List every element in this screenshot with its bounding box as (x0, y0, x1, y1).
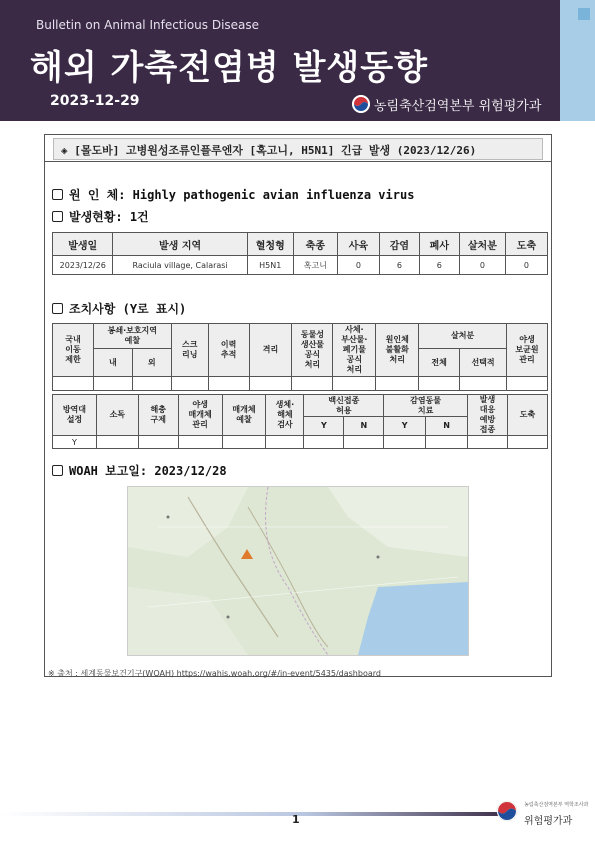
page-number: 1 (292, 813, 300, 826)
table-cell: 2023/12/26 (53, 256, 113, 275)
table-cell: 0 (505, 256, 547, 275)
table-cell (138, 436, 178, 449)
table-header-row (53, 324, 548, 349)
measures-text: 조치사항 (Y로 표시) (69, 302, 187, 316)
outbreak-map (127, 486, 469, 656)
col-header: 봉쇄·보호지역 예찰 (93, 324, 171, 349)
table-cell (507, 436, 547, 449)
source-note: ※ 출처 : 세계동물보건기구(WOAH) https://wahis.woah.org/#/in-event/5435/dashboard (48, 669, 381, 678)
measures-section (52, 300, 186, 317)
table-cell (53, 377, 94, 391)
outbreak-table (52, 232, 548, 275)
status-text: 발생현황: 1건 (69, 210, 149, 224)
measures-table-2 (52, 394, 548, 449)
table-cell (426, 436, 468, 449)
table-cell (344, 436, 384, 449)
table-cell (132, 377, 171, 391)
checkbox-icon (52, 465, 63, 476)
col-header: 살처분 (459, 233, 505, 256)
col-header: 발생 대응 예방 접종 (468, 395, 508, 436)
table-cell: 6 (419, 256, 459, 275)
col-header: 소독 (96, 395, 138, 436)
col-header: Y (384, 417, 426, 436)
col-header: 방역대 설정 (53, 395, 97, 436)
col-header: 발생 지역 (113, 233, 247, 256)
col-header: 감염동물 치료 (384, 395, 468, 417)
table-cell (376, 377, 419, 391)
table-cell: 0 (337, 256, 379, 275)
table-cell (178, 436, 222, 449)
table-cell (460, 377, 507, 391)
page-title: 해외 가축전염병 발생동향 (30, 48, 428, 88)
woah-text: WOAH 보고일: 2023/12/28 (69, 464, 227, 478)
table-cell: Y (53, 436, 97, 449)
table-header-row (53, 233, 548, 256)
col-header: 이력 추적 (208, 324, 249, 377)
table-cell (222, 436, 266, 449)
col-header: 매개체 예찰 (222, 395, 266, 436)
col-header: 야생 보균원 관리 (507, 324, 548, 377)
table-cell (249, 377, 292, 391)
header-accent-bar (560, 0, 595, 121)
table-cell (468, 436, 508, 449)
table-cell: 0 (459, 256, 505, 275)
col-header: 국내 이동 제한 (53, 324, 94, 377)
col-header: 스크 리닝 (171, 324, 208, 377)
table-row (53, 436, 548, 449)
col-header: Y (304, 417, 344, 436)
col-header: 전체 (419, 349, 460, 377)
col-header: 도축 (507, 395, 547, 436)
col-header: 해충 구제 (138, 395, 178, 436)
table-header-row (53, 395, 548, 417)
table-row (53, 256, 548, 275)
table-cell (93, 377, 132, 391)
table-cell (333, 377, 376, 391)
col-header: 선택적 (460, 349, 507, 377)
col-header: 생체· 해체 검사 (266, 395, 304, 436)
col-header: 원인체 불활화 처리 (376, 324, 419, 377)
woah-section (52, 462, 227, 479)
col-header: 도축 (505, 233, 547, 256)
col-header: N (344, 417, 384, 436)
checkbox-icon (52, 211, 63, 222)
table-cell (171, 377, 208, 391)
col-header: 동물성 생산물 공식 처리 (292, 324, 333, 377)
cause-section (52, 186, 414, 203)
table-cell (384, 436, 426, 449)
government-emblem-icon (496, 800, 518, 822)
measures-table-1 (52, 323, 548, 391)
col-header: 폐사 (419, 233, 459, 256)
col-header: 발생일 (53, 233, 113, 256)
col-header: 야생 매개체 관리 (178, 395, 222, 436)
col-header: 격리 (249, 324, 292, 377)
header-banner (0, 0, 560, 121)
table-cell (507, 377, 548, 391)
footer-org-small: 농림축산검역본부 역학조사과 (524, 802, 589, 808)
col-header: N (426, 417, 468, 436)
status-section (52, 208, 149, 225)
publish-date: 2023-12-29 (50, 93, 140, 109)
table-cell: 혹고니 (293, 256, 337, 275)
checkbox-icon (52, 303, 63, 314)
headline-text: ◈ [몰도바] 고병원성조류인플루엔자 [혹고니, H5N1] 긴급 발생 (2023/12/26) (61, 144, 477, 157)
footer-org-name: 위험평가과 (524, 816, 573, 827)
col-header: 감염 (379, 233, 419, 256)
footer-line (0, 812, 510, 816)
government-emblem-icon (352, 95, 370, 113)
header-org-name: 농림축산검역본부 위험평가과 (374, 99, 542, 114)
table-cell (208, 377, 249, 391)
accent-square (578, 8, 590, 20)
cause-text: 원 인 체: Highly pathogenic avian influenza virus (69, 188, 415, 202)
table-cell: Raciula village, Calarasi (113, 256, 247, 275)
checkbox-icon (52, 189, 63, 200)
col-header: 사체· 부산물· 폐기물 공식 처리 (333, 324, 376, 377)
col-header: 혈청형 (247, 233, 293, 256)
table-cell (304, 436, 344, 449)
table-cell (96, 436, 138, 449)
col-header: 축종 (293, 233, 337, 256)
table-cell: H5N1 (247, 256, 293, 275)
table-cell (266, 436, 304, 449)
table-cell (419, 377, 460, 391)
col-header: 외 (132, 349, 171, 377)
bulletin-label: Bulletin on Animal Infectious Disease (36, 18, 260, 32)
col-header: 살처분 (419, 324, 507, 349)
headline-box (44, 134, 552, 162)
table-cell: 6 (379, 256, 419, 275)
table-row (53, 377, 548, 391)
table-cell (292, 377, 333, 391)
col-header: 백신접종 허용 (304, 395, 384, 417)
col-header: 사육 (337, 233, 379, 256)
col-header: 내 (93, 349, 132, 377)
